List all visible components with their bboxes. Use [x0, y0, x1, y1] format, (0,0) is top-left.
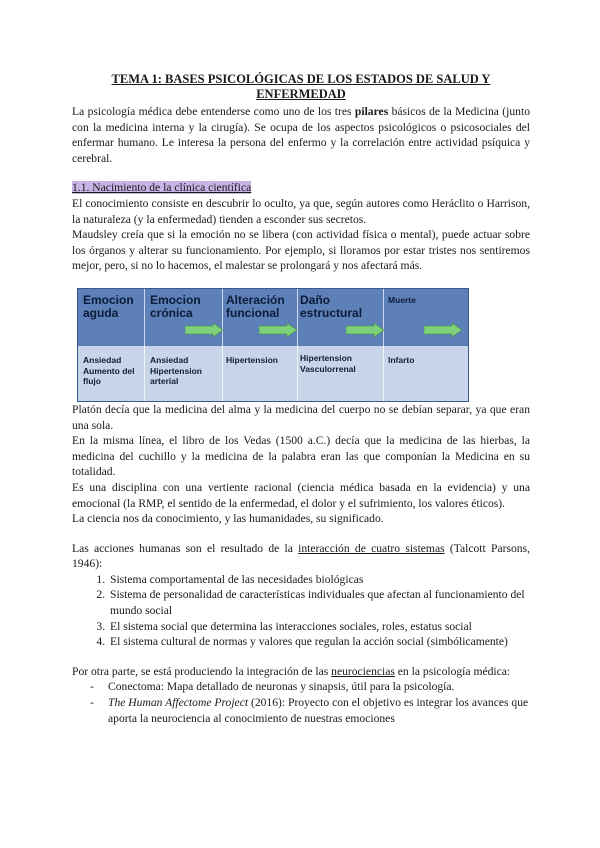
list-item: - Conectoma: Mapa detallado de neuronas y sinapsis, útil para la psicología.: [108, 679, 530, 695]
paragraph-maudsley: Maudsley creía que si la emoción no se libera (con actividad física o mental), puede actuar sobre los órganos y alterar su funcionamiento. Por ejemplo, si lloramos por estar tristes nos sentiremos mejor, pero, si no lo hacemos, el malestar se prolongará y nos afectará más.: [72, 228, 530, 273]
affectome-text: (2016): Proyecto con el objetivo es integrar los avances que aporta la neurociencia al conocimiento de nuestras emociones: [108, 696, 529, 725]
document-title: [72, 72, 530, 102]
arrow-icon: [259, 323, 299, 337]
intro-text-b: básicos de la Medicina (junto con la medicina interna y la cirugía). Se ocupa de los aspectos psicológicos o psicosociales del enfermar humano. Le interesa la persona del enfermo y la correlación entre actividad psíquica y cerebral.: [72, 105, 530, 165]
diagram-header: Alteración funcional: [226, 293, 285, 320]
diagram-cell: Hipertension Vasculorrenal: [300, 353, 356, 374]
section-heading: [72, 180, 530, 196]
diagram-header: Muerte: [388, 295, 416, 305]
parsons-underlined: interacción de cuatro sistemas: [298, 541, 445, 555]
intro-paragraph: [72, 104, 530, 166]
paragraph-platon: Platón decía que la medicina del alma y la medicina del cuerpo no se debían separar, ya que eran una sola.: [72, 402, 530, 432]
arrow-icon: [424, 323, 464, 337]
diagram-cell: Hipertension: [226, 355, 278, 365]
neuro-bullets: [72, 679, 530, 726]
title-line-1: TEMA 1: BASES PSICOLÓGICAS DE LOS ESTADOS DE SALUD Y: [111, 72, 491, 86]
paragraph-vedas: En la misma línea, el libro de los Vedas (1500 a.C.) decía que la medicina de las hierbas, la medicina del cuchillo y la medicina de la palabra eran las que componían la Medicina en su totalidad.: [72, 434, 530, 479]
intro-bold: pilares: [354, 105, 389, 118]
title-line-2: ENFERMEDAD: [256, 87, 346, 101]
paragraph-neuro: [72, 664, 530, 680]
list-item: 2. Sistema de personalidad de características individuales que afectan al funcionamiento del mundo social: [108, 587, 530, 618]
list-item: 1. Sistema comportamental de las necesidades biológicas: [108, 572, 530, 588]
neuro-text-a: Por otra parte, se está produciendo la integración de las: [72, 664, 332, 678]
diagram-cell: Infarto: [388, 355, 415, 365]
neuro-underlined: neurociencias: [331, 664, 395, 678]
arrow-icon: [185, 323, 225, 337]
list-item: 3. El sistema social que determina las interacciones sociales, roles, estatus social: [108, 619, 530, 635]
list-item: 4. El sistema cultural de normas y valores que regulan la acción social (simbólicamente): [108, 634, 530, 650]
paragraph-knowledge: El conocimiento consiste en descubrir lo oculto, ya que, según autores como Heráclito o Harrison, la naturaleza (y la enfermedad) tienden a esconder sus secretos.: [72, 196, 530, 226]
arrow-icon: [346, 323, 386, 337]
parsons-text-b: (Talcott Parsons, 1946):: [72, 541, 530, 571]
diagram-cell: Ansiedad Aumento del flujo: [83, 355, 135, 386]
diagram-header: Emocion aguda: [83, 293, 134, 320]
systems-list: [72, 572, 530, 650]
diagram-header: Emocion crónica: [150, 293, 201, 320]
affectome-title: The Human Affectome Project: [108, 696, 249, 710]
paragraph-parsons: [72, 541, 530, 572]
intro-text-a: La psicología médica debe entenderse como uno de los tres: [72, 105, 355, 118]
section-heading-text: 1.1. Nacimiento de la clínica científica: [72, 181, 252, 195]
neuro-text-b: en la psicología médica:: [394, 664, 511, 678]
paragraph-discipline: Es una disciplina con una vertiente racional (ciencia médica basada en la evidencia) y una emocional (la RMP, el sentido de la enfermedad, el dolor y el sufrimiento, los valores éticos).: [72, 480, 530, 510]
diagram-header: Daño estructural: [300, 293, 363, 320]
list-item: [108, 695, 530, 726]
parsons-text-a: Las acciones humanas son el resultado de la: [72, 541, 299, 555]
emotion-disease-diagram: [77, 288, 469, 402]
paragraph-science: La ciencia nos da conocimiento, y las humanidades, su significado.: [72, 512, 384, 526]
diagram-cell: Ansiedad Hipertension arterial: [150, 355, 202, 386]
